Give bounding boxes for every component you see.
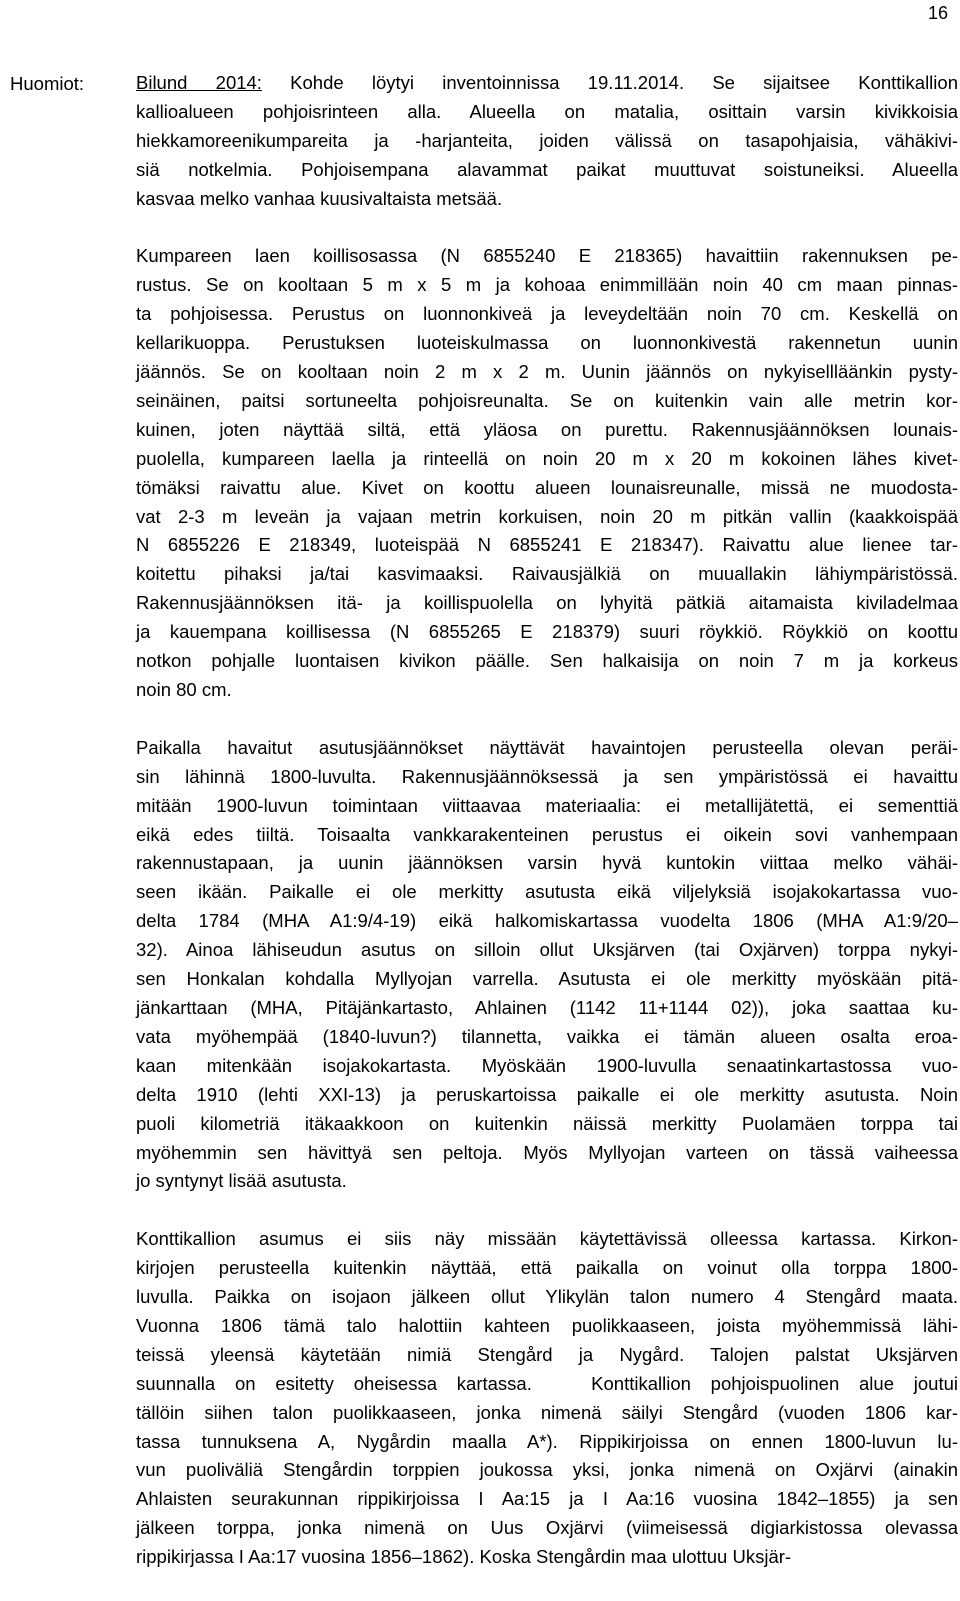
- text-line: [136, 329, 958, 358]
- text-line: [136, 1485, 958, 1514]
- text-line: [136, 127, 958, 156]
- line-text: seinäinen, paitsi sortuneelta pohjoisreunalta. Se on kuitenkin vain alle metrin kor-: [136, 389, 958, 411]
- text-line: [136, 907, 958, 936]
- line-text: vata myöhempää (1840-luvun?) tilannetta, vaikka ei tämän alueen osalta eroa-: [136, 1025, 958, 1047]
- text-line: [136, 1399, 958, 1428]
- line-text: N 6855226 E 218349, luoteispää N 6855241 E 218347). Raivattu alue lienee tar-: [136, 534, 958, 556]
- line-text: myöhemmin sen hävittyä sen peltoja. Myös Myllyojan varteen on tässä vaiheessa: [136, 1141, 958, 1163]
- line-text: puolella, kumpareen laella ja rinteellä on noin 20 m x 20 m kokoinen lähes kivet-: [136, 447, 958, 469]
- text-line: [136, 416, 958, 445]
- text-line: [136, 734, 958, 763]
- line-text: Paikalla havaitut asutusjäännökset näyttävät havaintojen perusteella olevan peräi-: [136, 736, 958, 758]
- text-line: [136, 387, 958, 416]
- text-line: [136, 647, 958, 676]
- text-line: [136, 618, 958, 647]
- line-text: suunnalla on esitetty oheisessa kartassa. Konttikallion pohjoispuolinen alue joutui: [136, 1372, 958, 1394]
- text-line: [136, 560, 958, 589]
- text-line: [136, 271, 958, 300]
- line-text: mitään 1900-luvun toimintaan viittaavaa materiaalia: ei metallijätettä, ei sementtiä: [136, 794, 958, 816]
- text-line: [136, 185, 958, 214]
- text-line: [136, 1023, 958, 1052]
- text-line: [136, 589, 958, 618]
- text-line: [136, 849, 958, 878]
- line-text: kallioalueen pohjoisrinteen alla. Alueella on matalia, osittain varsin kivikkoisia: [136, 100, 958, 122]
- line-text: teissä yleensä käytetään nimiä Stengård ja Nygård. Talojen palstat Uksjärven: [136, 1343, 958, 1365]
- line-text: delta 1784 (MHA A1:9/4-19) eikä halkomiskartassa vuodelta 1806 (MHA A1:9/20–: [136, 910, 958, 932]
- text-line: [136, 1254, 958, 1283]
- text-line: [136, 474, 958, 503]
- text-line: [136, 1225, 958, 1254]
- line-text: kuinen, joten näyttää siltä, että yläosa on purettu. Rakennusjäännöksen lounais-: [136, 418, 958, 440]
- notes-paragraph: [136, 242, 958, 705]
- text-line: [136, 1283, 958, 1312]
- text-line: [136, 531, 958, 560]
- text-line: [136, 1052, 958, 1081]
- text-line: [136, 1428, 958, 1457]
- text-line: [136, 792, 958, 821]
- text-line: [136, 965, 958, 994]
- line-text: eikä edes tiiltä. Toisaalta vankkarakenteinen perustus ei oikein sovi vanhempaan: [136, 823, 958, 845]
- text-line: [136, 1167, 958, 1196]
- line-text: vun puoliväliä Stengårdin torppien joukossa yksi, jonka nimenä on Oxjärvi (ainakin: [136, 1459, 958, 1481]
- notes-paragraph: [136, 69, 958, 214]
- line-text: vat 2-3 m leveän ja vajaan metrin korkuisen, noin 20 m pitkän vallin (kaakkoispää: [136, 505, 958, 527]
- line-text: Rakennusjäännöksen itä- ja koillispuolella on lyhyitä pätkiä aitamaista kiviladelmaa: [136, 592, 958, 614]
- text-line: [136, 1456, 958, 1485]
- line-text: rakennustapaan, ja uunin jäännöksen varsin hyvä kuntokin viittaa melko vähäi-: [136, 852, 958, 874]
- line-text: Konttikallion asumus ei siis näy missään käytettävissä olleessa kartassa. Kirkon-: [136, 1228, 958, 1250]
- text-line: [136, 503, 958, 532]
- text-line: [136, 1081, 958, 1110]
- text-line: [136, 994, 958, 1023]
- text-line: [136, 936, 958, 965]
- text-line: [136, 156, 958, 185]
- line-text: tällöin siihen talon puolikkaaseen, jonka nimenä säilyi Stengård (vuoden 1806 kar-: [136, 1401, 958, 1423]
- line-text: kaan mitenkään isojakokartasta. Myöskään 1900-luvulla senaatinkartastossa vuo-: [136, 1054, 958, 1076]
- text-line: [136, 358, 958, 387]
- line-text: tassa tunnuksena A, Nygårdin maalla A*). Rippikirjoissa on ennen 1800-luvun lu-: [136, 1430, 958, 1452]
- page-number: 16: [927, 3, 948, 23]
- text-line: [136, 1139, 958, 1168]
- line-text: kasvaa melko vanhaa kuusivaltaista metsää.: [136, 187, 503, 209]
- text-line: [136, 445, 958, 474]
- line-text: jälkeen torppa, jonka nimenä on Uus Oxjärvi (viimeisessä digiarkistossa olevassa: [136, 1517, 958, 1539]
- text-line: [136, 1341, 958, 1370]
- line-text: ta pohjoisessa. Perustus on luonnonkiveä ja leveydeltään noin 70 cm. Keskellä on: [136, 303, 958, 325]
- line-text: koitettu pihaksi ja/tai kasvimaaksi. Raivausjälkiä on muuallakin lähiympäristössä.: [136, 563, 958, 585]
- text-line: [136, 1514, 958, 1543]
- text-line: [136, 821, 958, 850]
- line-text: luvulla. Paikka on isojaon jälkeen ollut Ylikylän talon numero 4 Stengård maata.: [136, 1286, 958, 1308]
- text-line: [136, 1312, 958, 1341]
- line-text: hiekkamoreenikumpareita ja -harjanteita, joiden välissä on tasapohjaisia, vähäkivi-: [136, 129, 958, 151]
- source-reference: Bilund 2014:: [136, 72, 262, 93]
- line-text: Kumpareen laen koillisosassa (N 6855240 E 218365) havaittiin rakennuksen pe-: [136, 245, 958, 267]
- line-text: jo syntynyt lisää asutusta.: [136, 1170, 347, 1192]
- text-line: [136, 878, 958, 907]
- notes-paragraph: [136, 1225, 958, 1572]
- line-text: jäännös. Se on kooltaan noin 2 m x 2 m. Uunin jäännös on nykyisellläänkin pysty-: [136, 361, 958, 383]
- line-text: delta 1910 (lehti XXI-13) ja peruskartoissa paikalle ei ole merkitty asutusta. Noin: [136, 1083, 958, 1105]
- line-text: 32). Ainoa lähiseudun asutus on silloin ollut Uksjärven (tai Oxjärven) torppa nykyi-: [136, 939, 958, 961]
- line-text: kirjojen perusteella kuitenkin näyttää, että paikalla on voinut olla torppa 1800-: [136, 1257, 958, 1279]
- text-line: [136, 98, 958, 127]
- text-line: [136, 676, 958, 705]
- line-text: siä notkelmia. Pohjoisempana alavammat paikat muuttuvat soistuneiksi. Alueella: [136, 158, 958, 180]
- line-text: kellarikuoppa. Perustuksen luoteiskulmassa on luonnonkivestä rakennetun uunin: [136, 332, 958, 354]
- line-text: Vuonna 1806 tämä talo halottiin kahteen puolikkaaseen, joista myöhemmissä lähi-: [136, 1314, 958, 1336]
- line-text: tömäksi raivattu alue. Kivet on koottu alueen lounaisreunalle, missä ne muodosta-: [136, 476, 958, 498]
- text-line: [136, 1370, 958, 1399]
- line-text: seen ikään. Paikalle ei ole merkitty asutusta eikä viljelyksiä isojakokartassa vuo-: [136, 881, 958, 903]
- line-text: sin lähinnä 1800-luvulta. Rakennusjäännöksessä ja sen ympäristössä ei havaittu: [136, 765, 958, 787]
- line-text: Kohde löytyi inventoinnissa 19.11.2014. Se sijaitsee Konttikallion: [261, 72, 958, 93]
- text-line: [136, 1110, 958, 1139]
- notes-body: [136, 69, 958, 1601]
- notes-paragraph: [136, 734, 958, 1197]
- line-text: ja kauempana koillisessa (N 6855265 E 218379) suuri röykkiö. Röykkiö on koottu: [136, 621, 958, 643]
- line-text: notkon pohjalle luontaisen kivikon päälle. Sen halkaisija on noin 7 m ja korkeus: [136, 650, 958, 672]
- text-line: [136, 242, 958, 271]
- text-line: [136, 763, 958, 792]
- text-line: [136, 69, 958, 98]
- line-text: noin 80 cm.: [136, 679, 232, 701]
- line-text: puoli kilometriä itäkaakkoon on kuitenkin näissä merkitty Puolamäen torppa tai: [136, 1112, 958, 1134]
- line-text: jänkarttaan (MHA, Pitäjänkartasto, Ahlainen (1142 11+1144 02)), joka saattaa ku-: [136, 996, 958, 1018]
- line-text: sen Honkalan kohdalla Myllyojan varrella. Asutusta ei ole merkitty myöskään pitä-: [136, 968, 958, 990]
- line-text: rustus. Se on kooltaan 5 m x 5 m ja kohoaa enimmillään noin 40 cm maan pinnas-: [136, 274, 958, 296]
- line-text: rippikirjassa I Aa:17 vuosina 1856–1862). Koska Stengårdin maa ulottuu Uksjär-: [136, 1546, 792, 1568]
- text-line: [136, 300, 958, 329]
- line-text: Ahlaisten seurakunnan rippikirjoissa I Aa:15 ja I Aa:16 vuosina 1842–1855) ja sen: [136, 1488, 958, 1510]
- notes-label: Huomiot:: [10, 73, 85, 94]
